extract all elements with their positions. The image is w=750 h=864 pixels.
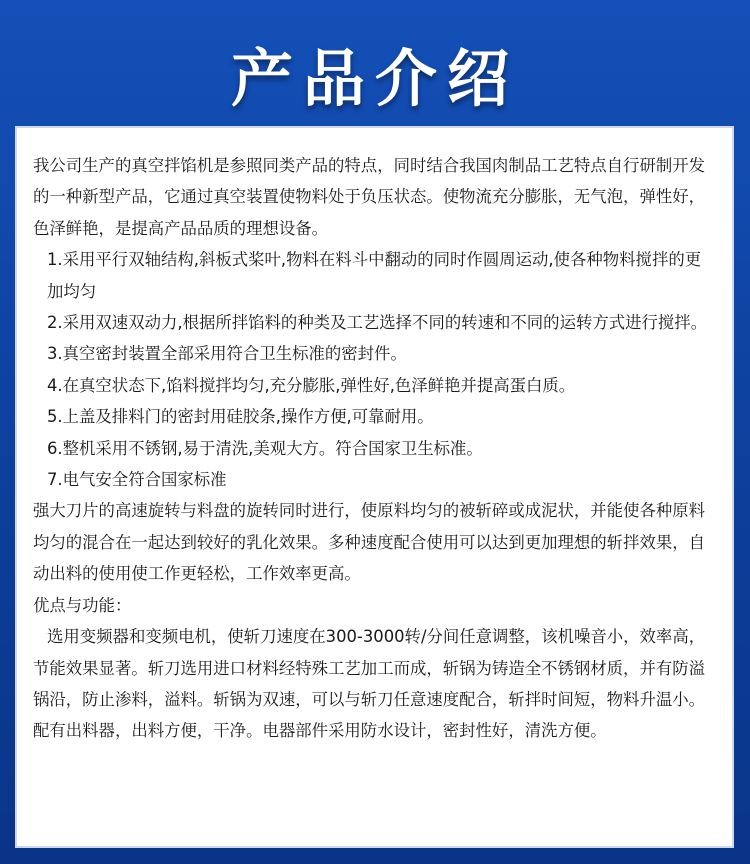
feature-item-1: 1.采用平行双轴结构,斜板式桨叶,物料在料斗中翻动的同时作圆周运动,使各种物料搅拌的更加均匀 — [47, 250, 702, 301]
advantages-paragraph: 选用变频器和变频电机，使斩刀速度在300-3000转/分间任意调整，该机噪音小，效率高，节能效果显著。斩刀选用进口材料经特殊工艺加工而成，斩锅为铸造全不锈钢材质，并有防溢锅沿，防止渗料，溢料。斩锅为双速，可以与斩刀任意速度配合，斩拌时间短，物料升温小。配有出料器，出料方便，干净。电器部件采用防水设计，密封性好，清洗方便。 — [33, 627, 706, 741]
page-title: 产品介绍 — [230, 41, 519, 115]
feature-item-2: 2.采用双速双动力,根据所拌馅料的种类及工艺选择不同的转速和不同的运转方式进行搅拌。 — [47, 313, 708, 333]
feature-item-4: 4.在真空状态下,馅料搅拌均匀,充分膨胀,弹性好,色泽鲜艳并提高蛋白质。 — [47, 375, 576, 395]
content-panel — [15, 126, 734, 848]
feature-item-6: 6.整机采用不锈钢,易于清洗,美观大方。符合国家卫生标准。 — [47, 438, 483, 458]
title-banner — [0, 28, 750, 118]
advantages-heading: 优点与功能： — [33, 595, 132, 615]
blade-paragraph: 强大刀片的高速旋转与料盘的旋转同时进行，使原料均匀的被斩碎或成泥状，并能使各种原料均匀的混合在一起达到较好的乳化效果。多种速度配合使用可以达到更加理想的斩拌效果，自动出料的使用使工作更轻松，工作效率更高。 — [33, 501, 706, 584]
feature-item-7: 7.电气安全符合国家标准 — [47, 470, 227, 490]
feature-item-3: 3.真空密封装置全部采用符合卫生标准的密封件。 — [47, 344, 407, 364]
intro-paragraph: 我公司生产的真空拌馅机是参照同类产品的特点，同时结合我国肉制品工艺特点自行研制开发的一种新型产品，它通过真空装置使物料处于负压状态。使物流充分膨胀，无气泡，弹性好，色泽鲜艳，是提高产品品质的理想设备。 — [33, 156, 706, 238]
feature-item-5: 5.上盖及排料门的密封用硅胶条,操作方便,可靠耐用。 — [47, 407, 434, 427]
